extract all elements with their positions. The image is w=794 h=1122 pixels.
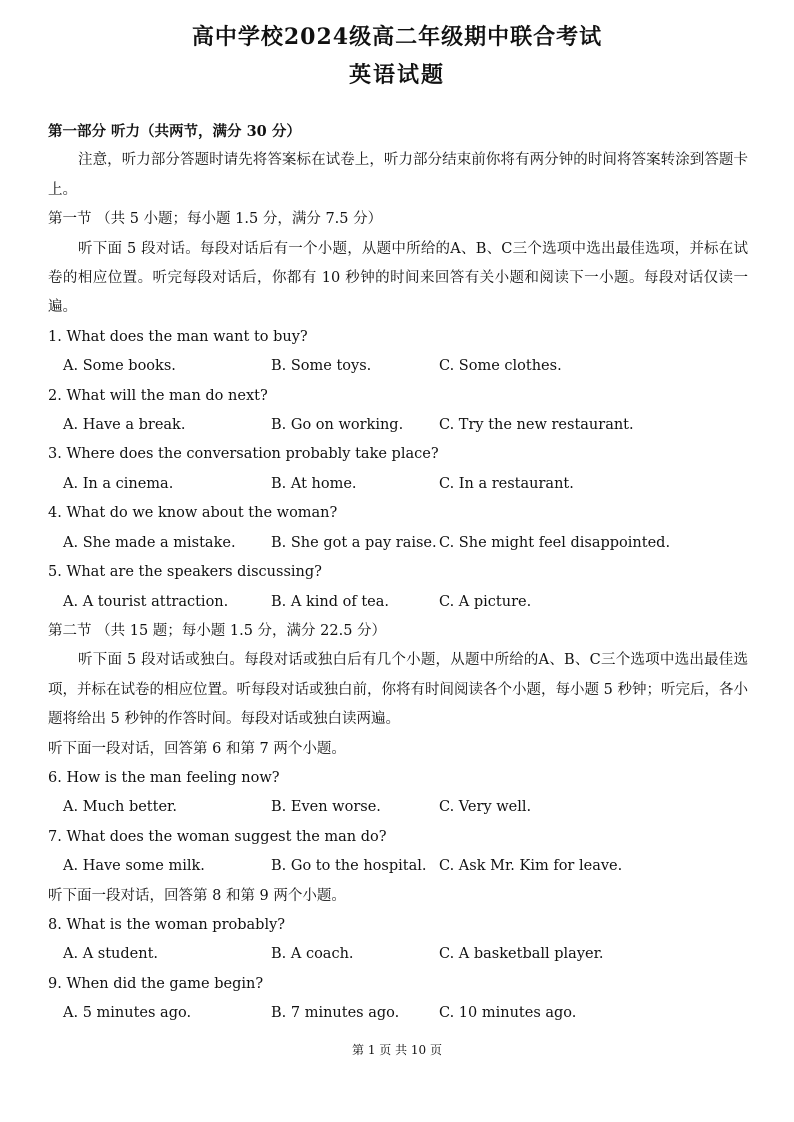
option-c: C. Ask Mr. Kim for leave. xyxy=(439,858,623,875)
option-c: C. She might feel disappointed. xyxy=(439,534,671,551)
question-options xyxy=(48,793,748,822)
question-text: 2. What will the man do next? xyxy=(48,387,268,404)
section1-instructions: 听下面 5 段对话。每段对话后有一个小题，从题中所给的A、B、C三个选项中选出最佳选项，并标在试卷的相应位置。听完每段对话后，你都有 10 秒钟的时间来回答有关小题和阅读下一小题。每段对话仅读一遍。 xyxy=(48,240,748,316)
question-block-4 xyxy=(48,499,748,558)
option-c: C. Very well. xyxy=(439,799,532,816)
dialogue-intro-8-9: 听下面一段对话，回答第 8 和第 9 两个小题。 xyxy=(48,887,346,904)
question-text: 7. What does the woman suggest the man do? xyxy=(48,828,387,845)
option-a: A. 5 minutes ago. xyxy=(63,1005,192,1022)
option-a: A. Have some milk. xyxy=(63,858,205,875)
option-b: B. She got a pay raise. xyxy=(271,534,437,551)
question-text: 1. What does the man want to buy? xyxy=(48,328,308,345)
question-options xyxy=(48,852,748,881)
section2-instructions: 听下面 5 段对话或独白。每段对话或独白后有几个小题，从题中所给的A、B、C三个选项中选出最佳选项，并标在试卷的相应位置。听每段对话或独白前，你将有时间阅读各个小题，每小题 5 秒钟；听完后，各小题将给出 5 秒钟的作答时间。每段对话或独白读两遍。 xyxy=(48,652,748,728)
question-options xyxy=(48,470,748,499)
exam-content xyxy=(48,117,748,1029)
question-block-7 xyxy=(48,823,748,882)
option-b: B. 7 minutes ago. xyxy=(271,1005,400,1022)
part1-heading: 第一部分 听力（共两节，满分 30 分） xyxy=(48,123,301,140)
option-c: C. 10 minutes ago. xyxy=(439,1005,577,1022)
section1-heading: 第一节 （共 5 小题；每小题 1.5 分，满分 7.5 分） xyxy=(48,211,383,228)
option-b: B. Even worse. xyxy=(271,799,381,816)
option-a: A. In a cinema. xyxy=(63,475,174,492)
question-text: 9. When did the game begin? xyxy=(48,975,264,992)
dialogue-intro-6-7: 听下面一段对话，回答第 6 和第 7 两个小题。 xyxy=(48,740,346,757)
option-c: C. In a restaurant. xyxy=(439,475,574,492)
question-block-8 xyxy=(48,911,748,970)
option-b: B. Some toys. xyxy=(271,358,372,375)
question-text: 6. How is the man feeling now? xyxy=(48,769,280,786)
question-options xyxy=(48,588,748,617)
exam-title: 高中学校2024级高二年级期中联合考试 xyxy=(191,24,603,50)
option-a: A. Much better. xyxy=(63,799,177,816)
question-block-5 xyxy=(48,558,748,617)
option-b: B. Go to the hospital. xyxy=(271,858,427,875)
option-b: B. Go on working. xyxy=(271,417,404,434)
option-a: A. A tourist attraction. xyxy=(63,593,229,610)
option-c: C. Try the new restaurant. xyxy=(439,417,634,434)
question-text: 3. Where does the conversation probably take place? xyxy=(48,446,439,463)
question-options xyxy=(48,411,748,440)
question-options xyxy=(48,940,748,969)
section2-heading: 第二节 （共 15 题；每小题 1.5 分，满分 22.5 分） xyxy=(48,622,387,639)
option-a: A. She made a mistake. xyxy=(63,534,236,551)
option-c: C. A basketball player. xyxy=(439,946,604,963)
question-text: 8. What is the woman probably? xyxy=(48,916,286,933)
question-options xyxy=(48,999,748,1028)
question-block-1 xyxy=(48,323,748,382)
option-c: C. A picture. xyxy=(439,593,532,610)
question-text: 4. What do we know about the woman? xyxy=(48,505,338,522)
option-c: C. Some clothes. xyxy=(439,358,562,375)
option-b: B. A coach. xyxy=(271,946,354,963)
option-a: A. A student. xyxy=(63,946,159,963)
option-b: B. At home. xyxy=(271,475,357,492)
option-a: A. Some books. xyxy=(63,358,176,375)
question-block-2 xyxy=(48,382,748,441)
question-text: 5. What are the speakers discussing? xyxy=(48,564,322,581)
question-options xyxy=(48,352,748,381)
exam-subtitle: 英语试题 xyxy=(348,62,445,88)
page-number: 第 1 页 共 10 页 xyxy=(352,1043,442,1057)
option-b: B. A kind of tea. xyxy=(271,593,389,610)
question-block-6 xyxy=(48,764,748,823)
option-a: A. Have a break. xyxy=(63,417,186,434)
question-options xyxy=(48,529,748,558)
part1-notice: 注意，听力部分答题时请先将答案标在试卷上，听力部分结束前你将有两分钟的时间将答案转涂到答题卡上。 xyxy=(48,152,748,198)
question-block-3 xyxy=(48,440,748,499)
question-block-9 xyxy=(48,970,748,1029)
